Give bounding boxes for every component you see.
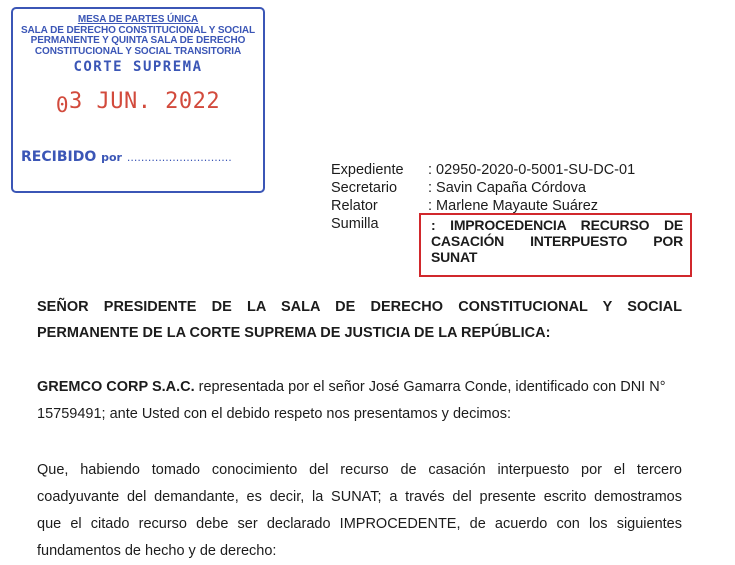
stamp-date	[13, 89, 263, 117]
stamp-date-rest: 3 JUN. 2022	[68, 89, 221, 114]
reception-stamp	[11, 7, 265, 193]
stamp-received-label: RECIBIDO	[21, 149, 97, 165]
que-paragraph	[37, 457, 682, 565]
intro-paragraph	[37, 374, 682, 428]
que-line: que el citado recurso debe ser declarado IMPROCEDENTE, de acuerdo con los siguientes	[37, 516, 682, 532]
stamp-date-prefix: 0	[55, 93, 69, 117]
addressee: SEÑOR PRESIDENTE DE LA SALA DE DERECHO CONSTITUCIONAL Y SOCIAL PERMANENTE DE LA CORTE SUPREMA DE JUSTICIA DE LA REPÚBLICA:	[37, 299, 682, 341]
intro-line-rest: representada por el señor José Gamarra Conde, identificado con DNI N°	[194, 379, 666, 395]
que-line: coadyuvante del demandante, es decir, la SUNAT; a través del presente escrito demostramos	[37, 489, 682, 505]
intro-line	[37, 374, 682, 401]
stamp-by-label: por	[101, 151, 122, 164]
stamp-header-line: MESA DE PARTES ÚNICA	[77, 14, 199, 25]
summary-box	[419, 213, 692, 277]
que-line: fundamentos de hecho y de derecho:	[37, 543, 277, 559]
meta-label: Relator	[331, 198, 378, 214]
summary-line: CASACIÓN INTERPUESTO POR	[431, 233, 683, 249]
stamp-court: CORTE SUPREMA	[73, 59, 203, 75]
intro-line: 15759491; ante Usted con el debido respeto nos presentamos y decimos:	[37, 406, 511, 422]
stamp-header	[13, 15, 263, 57]
meta-value: : Marlene Mayaute Suárez	[428, 198, 599, 214]
meta-label: Expediente	[331, 162, 404, 178]
meta-value: : 02950-2020-0-5001-SU-DC-01	[428, 162, 636, 178]
stamp-header-line: PERMANENTE Y QUINTA SALA DE DERECHO	[30, 35, 246, 46]
meta-row-expediente	[331, 161, 635, 179]
meta-label: Sumilla	[331, 216, 379, 232]
stamp-dots: ..............................	[126, 151, 232, 164]
summary-line: SUNAT	[431, 249, 478, 265]
que-line: Que, habiendo tomado conocimiento del recurso de casación interpuesto por el tercero	[37, 462, 682, 478]
summary-line: : IMPROCEDENCIA RECURSO DE	[431, 217, 683, 233]
company-name: GREMCO CORP S.A.C.	[37, 379, 195, 395]
meta-row-secretario	[331, 179, 635, 197]
stamp-received	[21, 149, 232, 165]
stamp-header-line: CONSTITUCIONAL Y SOCIAL TRANSITORIA	[34, 45, 242, 57]
meta-value: : Savin Capaña Córdova	[428, 180, 586, 196]
meta-label: Secretario	[331, 180, 398, 196]
stamp-header-line: SALA DE DERECHO CONSTITUCIONAL Y SOCIAL	[20, 24, 256, 36]
